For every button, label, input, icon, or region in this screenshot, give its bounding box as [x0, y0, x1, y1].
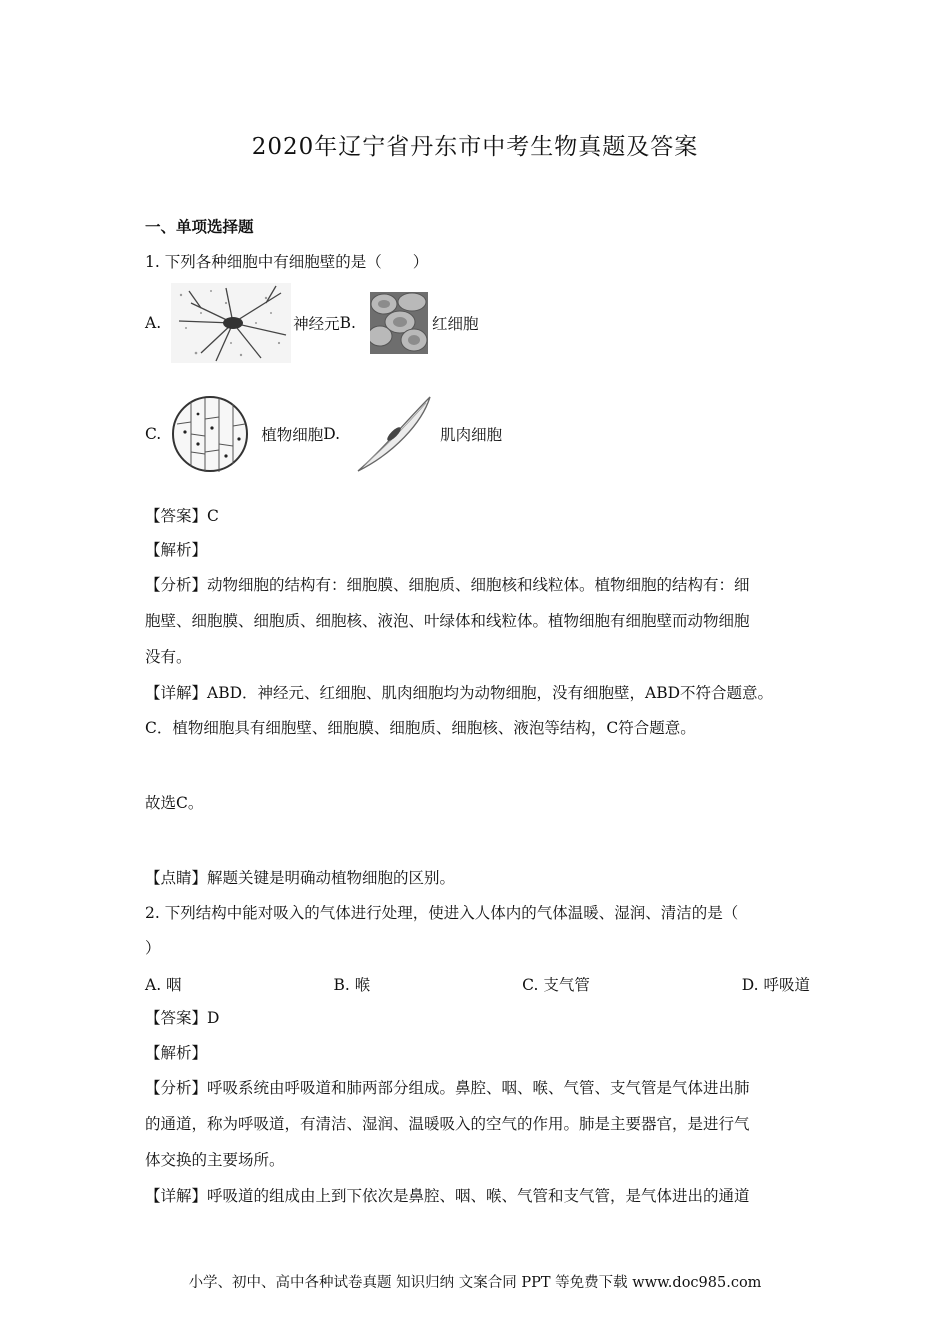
choice-b: B. 喉	[333, 976, 371, 994]
choice-c: C. 支气管	[522, 976, 590, 994]
question-2-analysis-line-3: 体交换的主要场所。	[145, 1151, 285, 1169]
question-1-detail-line-2: C．植物细胞具有细胞壁、细胞膜、细胞质、细胞核、液泡等结构，C符合题意。	[145, 719, 696, 737]
question-2-analysis-line-1: 【分析】呼吸系统由呼吸道和肺两部分组成。鼻腔、咽、喉、气管、支气管是气体进出肺	[145, 1079, 750, 1097]
section-heading: 一、单项选择题	[145, 217, 254, 236]
red-blood-cell-image	[370, 292, 428, 354]
question-1-comment: 【点睛】解题关键是明确动植物细胞的区别。	[145, 869, 456, 887]
question-2-stem-line-1: 2. 下列结构中能对吸入的气体进行处理，使进入人体内的气体温暖、湿润、清洁的是（	[145, 904, 739, 922]
option-a-letter: A.	[145, 314, 162, 332]
option-c-label: 植物细胞	[261, 426, 324, 444]
neuron-image	[171, 283, 291, 363]
question-1-detail-line-1: 【详解】ABD．神经元、红细胞、肌肉细胞均为动物细胞，没有细胞壁，ABD不符合题意。	[145, 684, 774, 702]
question-2-detail-line: 【详解】呼吸道的组成由上到下依次是鼻腔、咽、喉、气管和支气管，是气体进出的通道	[145, 1187, 750, 1205]
page-footer: 小学、初中、高中各种试卷真题 知识归纳 文案合同 PPT 等免费下载 www.doc985.com	[188, 1275, 762, 1291]
question-1-analysis-line-2: 胞壁、细胞膜、细胞质、细胞核、液泡、叶绿体和线粒体。植物细胞有细胞壁而动物细胞	[145, 612, 750, 630]
question-1-stem: 1. 下列各种细胞中有细胞壁的是（ ）	[145, 253, 429, 271]
question-2-stem-line-2: ）	[145, 939, 161, 957]
question-2-answer: 【答案】D	[145, 1009, 220, 1027]
question-2-analysis-heading: 【解析】	[145, 1044, 208, 1062]
option-d-letter: D.	[323, 425, 341, 443]
option-b-label: 红细胞	[431, 315, 479, 333]
option-b-letter: B.	[339, 314, 356, 332]
option-d-label: 肌肉细胞	[440, 426, 503, 444]
muscle-cell-image	[354, 393, 434, 475]
question-1-analysis-heading: 【解析】	[145, 541, 208, 559]
choice-d: D. 呼吸道	[741, 976, 810, 994]
question-2-analysis-line-2: 的通道，称为呼吸道，有清洁、湿润、温暖吸入的空气的作用。肺是主要器官，是进行气	[145, 1115, 750, 1133]
question-1-options-cd	[145, 393, 502, 475]
choice-a: A. 咽	[145, 976, 182, 994]
question-1-analysis-line-3: 没有。	[145, 648, 192, 666]
question-1-answer: 【答案】C	[145, 507, 219, 525]
question-2-choices	[145, 973, 810, 995]
option-c-letter: C.	[145, 425, 162, 443]
page-title: 2020年辽宁省丹东市中考生物真题及答案	[251, 134, 699, 160]
question-1-options-ab	[145, 283, 478, 363]
question-1-analysis-line-1: 【分析】动物细胞的结构有：细胞膜、细胞质、细胞核和线粒体。植物细胞的结构有：细	[145, 576, 750, 594]
plant-cell-image	[171, 394, 249, 474]
question-1-conclusion: 故选C。	[145, 794, 204, 812]
option-a-label: 神经元	[293, 315, 340, 333]
